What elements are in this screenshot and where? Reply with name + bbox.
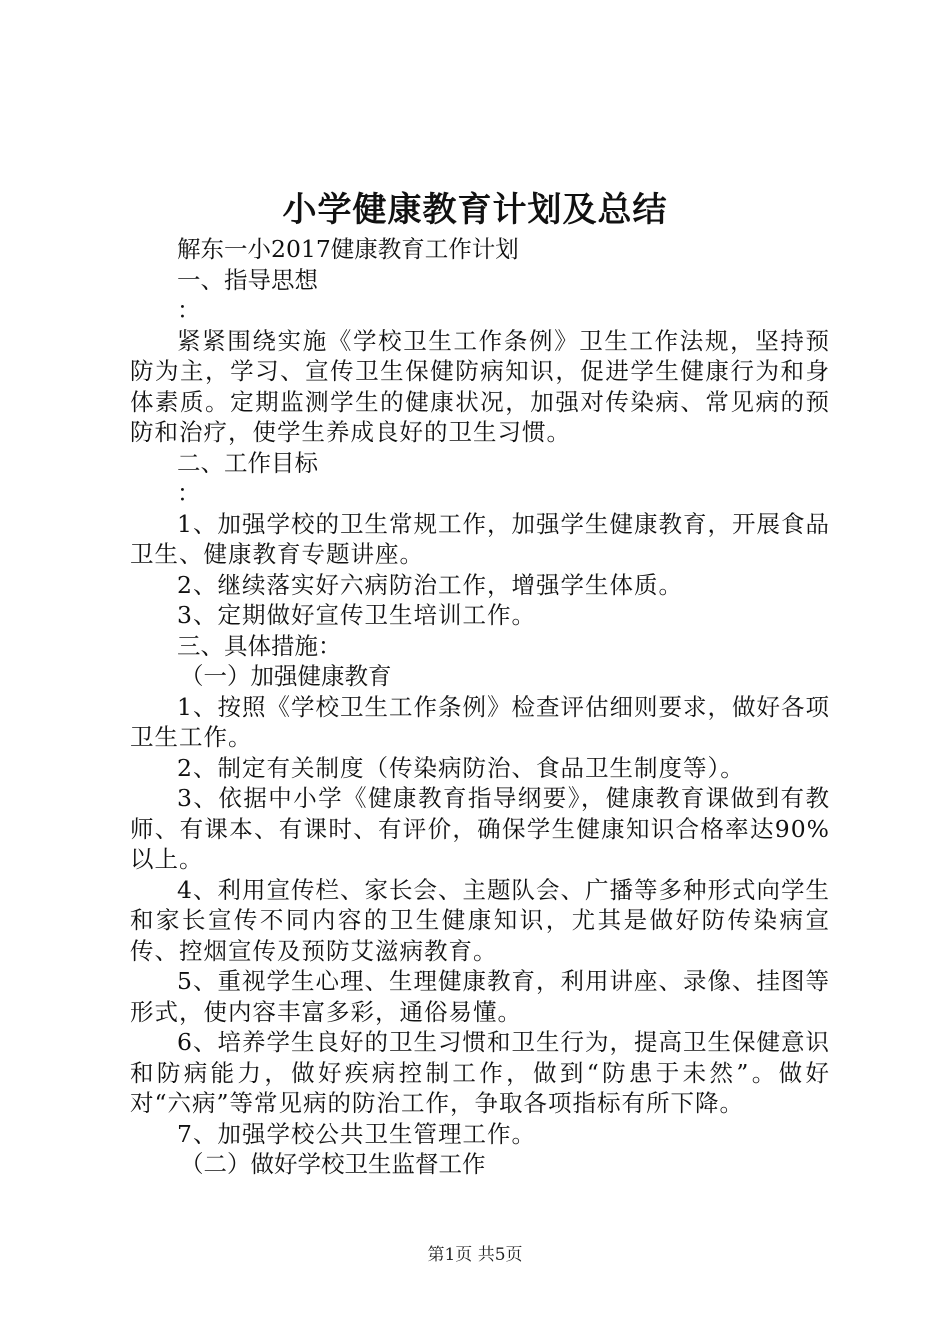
- goal-item: 2、继续落实好六病防治工作，增强学生体质。: [177, 570, 683, 599]
- goal-item: 1、加强学校的卫生常规工作，加强学生健康教育，开展食品卫生、健康教育专题讲座。: [130, 509, 830, 568]
- document-body: [130, 234, 830, 1180]
- measure-item: 7、加强学校公共卫生管理工作。: [177, 1119, 536, 1148]
- section-paragraph-guiding-thought: 紧紧围绕实施《学校卫生工作条例》卫生工作法规，坚持预防为主，学习、宣传卫生保健防病知识，促进学生健康行为和身体素质。定期监测学生的健康状况，加强对传染病、常见病的预防和治疗，使学生养成良好的卫生习惯。: [130, 326, 830, 446]
- page-number-footer: 第1页 共5页: [427, 1245, 523, 1265]
- measure-item: 1、按照《学校卫生工作条例》检查评估细则要求，做好各项卫生工作。: [130, 692, 830, 751]
- section-colon: ：: [177, 479, 201, 507]
- section-colon: ：: [177, 296, 201, 324]
- document-title: 小学健康教育计划及总结: [282, 190, 668, 230]
- section-heading-measures: 三、具体措施：: [177, 631, 342, 660]
- measure-item: 5、重视学生心理、生理健康教育，利用讲座、录像、挂图等形式，使内容丰富多彩，通俗易懂。: [130, 967, 830, 1026]
- section-heading-work-goals: 二、工作目标: [177, 448, 318, 477]
- measure-item: 2、制定有关制度（传染病防治、食品卫生制度等）。: [177, 753, 745, 782]
- subsection-heading-health-education: （一）加强健康教育: [180, 662, 392, 690]
- document-subtitle: 解东一小2017健康教育工作计划: [177, 235, 519, 263]
- measure-item: 3、依据中小学《健康教育指导纲要》，健康教育课做到有教师、有课本、有课时、有评价，确保学生健康知识合格率达90%以上。: [130, 784, 830, 873]
- goal-item: 3、定期做好宣传卫生培训工作。: [177, 601, 536, 629]
- section-heading-guiding-thought: 一、指导思想: [177, 265, 318, 294]
- measure-item: 4、利用宣传栏、家长会、主题队会、广播等多种形式向学生和家长宣传不同内容的卫生健康知识，尤其是做好防传染病宣传、控烟宣传及预防艾滋病教育。: [130, 875, 830, 965]
- measure-item: 6、培养学生良好的卫生习惯和卫生行为，提高卫生保健意识和防病能力，做好疾病控制工作，做到“防患于未然”。做好对“六病”等常见病的防治工作，争取各项指标有所下降。: [130, 1028, 830, 1117]
- subsection-heading-supervision: （二）做好学校卫生监督工作: [180, 1150, 486, 1178]
